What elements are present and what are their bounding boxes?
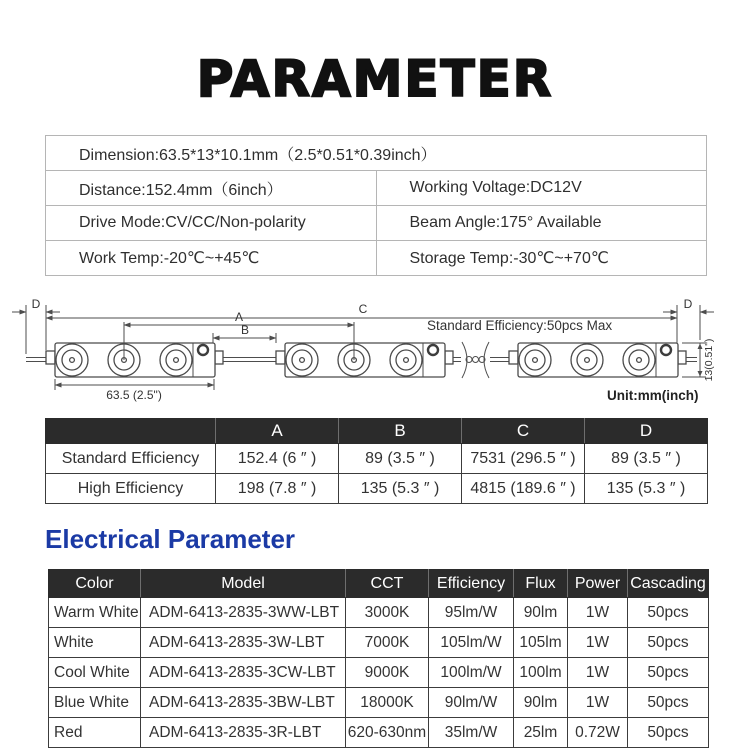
cell-flux: 90lm	[514, 688, 568, 718]
value-d: 135 (5.3 ″ )	[585, 474, 708, 504]
table-row	[46, 171, 707, 206]
dim-label-a: A	[234, 310, 244, 324]
table-row	[46, 136, 707, 171]
cell-cascading: 50pcs	[628, 598, 709, 628]
value-d: 89 (3.5 ″ )	[585, 444, 708, 474]
section-heading-electrical: Electrical Parameter	[45, 524, 296, 554]
dimension-module-length	[55, 379, 214, 402]
cell-flux: 105lm	[514, 628, 568, 658]
cell-color: Warm White	[49, 598, 141, 628]
unit-label: Unit:mm(inch)	[607, 388, 699, 403]
module-length-label: 63.5 (2.5")	[106, 388, 162, 402]
dims-header-a: A	[216, 419, 339, 444]
table-row	[49, 688, 709, 718]
cell-flux: 25lm	[514, 718, 568, 748]
row-label: Standard Efficiency	[46, 444, 216, 474]
spec-table	[45, 135, 707, 276]
cell-efficiency: 35lm/W	[429, 718, 514, 748]
efficiency-note: Standard Efficiency:50pcs Max	[427, 318, 613, 333]
dim-label-d-left: D	[31, 297, 41, 311]
dims-header-d: D	[585, 419, 708, 444]
led-module	[276, 343, 453, 377]
led-lens	[56, 344, 88, 376]
table-row	[49, 658, 709, 688]
value-a: 198 (7.8 ″ )	[216, 474, 339, 504]
table-row	[46, 474, 708, 504]
dims-header-c: C	[462, 419, 585, 444]
table-row	[46, 206, 707, 241]
spec-cell-beam-angle: Beam Angle:175° Available	[376, 206, 707, 241]
value-c: 7531 (296.5 ″ )	[462, 444, 585, 474]
cell-flux: 90lm	[514, 598, 568, 628]
spec-cell-storage-temp: Storage Temp:-30℃~+70℃	[376, 241, 707, 276]
cell-efficiency: 105lm/W	[429, 628, 514, 658]
cell-model: ADM-6413-2835-3W-LBT	[141, 628, 346, 658]
cell-cascading: 50pcs	[628, 658, 709, 688]
cell-power: 1W	[568, 688, 628, 718]
value-b: 89 (3.5 ″ )	[339, 444, 462, 474]
table-row	[49, 598, 709, 628]
screw-hole	[428, 345, 438, 355]
table-row	[46, 444, 708, 474]
cell-color: Cool White	[49, 658, 141, 688]
dimension-diagram	[0, 292, 750, 410]
elec-header-cct: CCT	[346, 570, 429, 598]
cell-cct: 18000K	[346, 688, 429, 718]
dimension-table	[45, 418, 708, 504]
spec-cell-distance: Distance:152.4mm（6inch）	[46, 171, 377, 206]
led-lens	[571, 344, 603, 376]
dim-label-d-right: D	[683, 297, 693, 311]
cable-break-symbol	[462, 342, 489, 378]
elec-header-flux: Flux	[514, 570, 568, 598]
cell-efficiency: 100lm/W	[429, 658, 514, 688]
led-lens	[623, 344, 655, 376]
cell-cct: 620-630nm	[346, 718, 429, 748]
cell-flux: 100lm	[514, 658, 568, 688]
led-lens	[519, 344, 551, 376]
elec-header-power: Power	[568, 570, 628, 598]
screw-hole	[661, 345, 671, 355]
dims-header-blank	[46, 419, 216, 444]
led-module	[46, 343, 223, 377]
spec-cell-work-temp: Work Temp:-20℃~+45℃	[46, 241, 377, 276]
cell-cct: 3000K	[346, 598, 429, 628]
dimension-module-height	[682, 339, 715, 382]
dimension-b	[213, 323, 276, 343]
cell-efficiency: 90lm/W	[429, 688, 514, 718]
led-lens	[160, 344, 192, 376]
table-row	[46, 241, 707, 276]
spec-cell-drive-mode: Drive Mode:CV/CC/Non-polarity	[46, 206, 377, 241]
elec-header-efficiency: Efficiency	[429, 570, 514, 598]
spec-cell-working-voltage: Working Voltage:DC12V	[376, 171, 707, 206]
elec-header-cascading: Cascading	[628, 570, 709, 598]
cell-cct: 9000K	[346, 658, 429, 688]
screw-hole	[198, 345, 208, 355]
page-title: PARAMETER	[196, 50, 554, 108]
dimension-d-left	[12, 297, 60, 354]
cell-color: White	[49, 628, 141, 658]
electrical-table	[48, 569, 709, 748]
cell-model: ADM-6413-2835-3WW-LBT	[141, 598, 346, 628]
dims-header-b: B	[339, 419, 462, 444]
cell-power: 1W	[568, 628, 628, 658]
cell-cascading: 50pcs	[628, 688, 709, 718]
cell-color: Blue White	[49, 688, 141, 718]
cell-cascading: 50pcs	[628, 718, 709, 748]
cell-model: ADM-6413-2835-3BW-LBT	[141, 688, 346, 718]
led-lens	[286, 344, 318, 376]
table-row	[49, 718, 709, 748]
cell-cascading: 50pcs	[628, 628, 709, 658]
elec-header-color: Color	[49, 570, 141, 598]
table-row	[49, 628, 709, 658]
led-module	[509, 343, 686, 377]
dimension-d-right	[663, 297, 714, 343]
dim-label-b: B	[240, 323, 250, 337]
table-header-row	[49, 570, 709, 598]
cell-power: 1W	[568, 658, 628, 688]
dim-label-c: C	[358, 302, 368, 316]
cell-power: 0.72W	[568, 718, 628, 748]
spec-cell-dimension: Dimension:63.5*13*10.1mm（2.5*0.51*0.39inch）	[46, 136, 707, 171]
elec-header-model: Model	[141, 570, 346, 598]
cell-color: Red	[49, 718, 141, 748]
cell-model: ADM-6413-2835-3CW-LBT	[141, 658, 346, 688]
cell-model: ADM-6413-2835-3R-LBT	[141, 718, 346, 748]
cell-efficiency: 95lm/W	[429, 598, 514, 628]
table-header-row	[46, 419, 708, 444]
value-c: 4815 (189.6 ″ )	[462, 474, 585, 504]
module-height-label: 13(0.51")	[703, 338, 715, 382]
row-label: High Efficiency	[46, 474, 216, 504]
dimension-c	[46, 302, 677, 318]
value-b: 135 (5.3 ″ )	[339, 474, 462, 504]
led-lens	[390, 344, 422, 376]
value-a: 152.4 (6 ″ )	[216, 444, 339, 474]
cell-power: 1W	[568, 598, 628, 628]
cell-cct: 7000K	[346, 628, 429, 658]
